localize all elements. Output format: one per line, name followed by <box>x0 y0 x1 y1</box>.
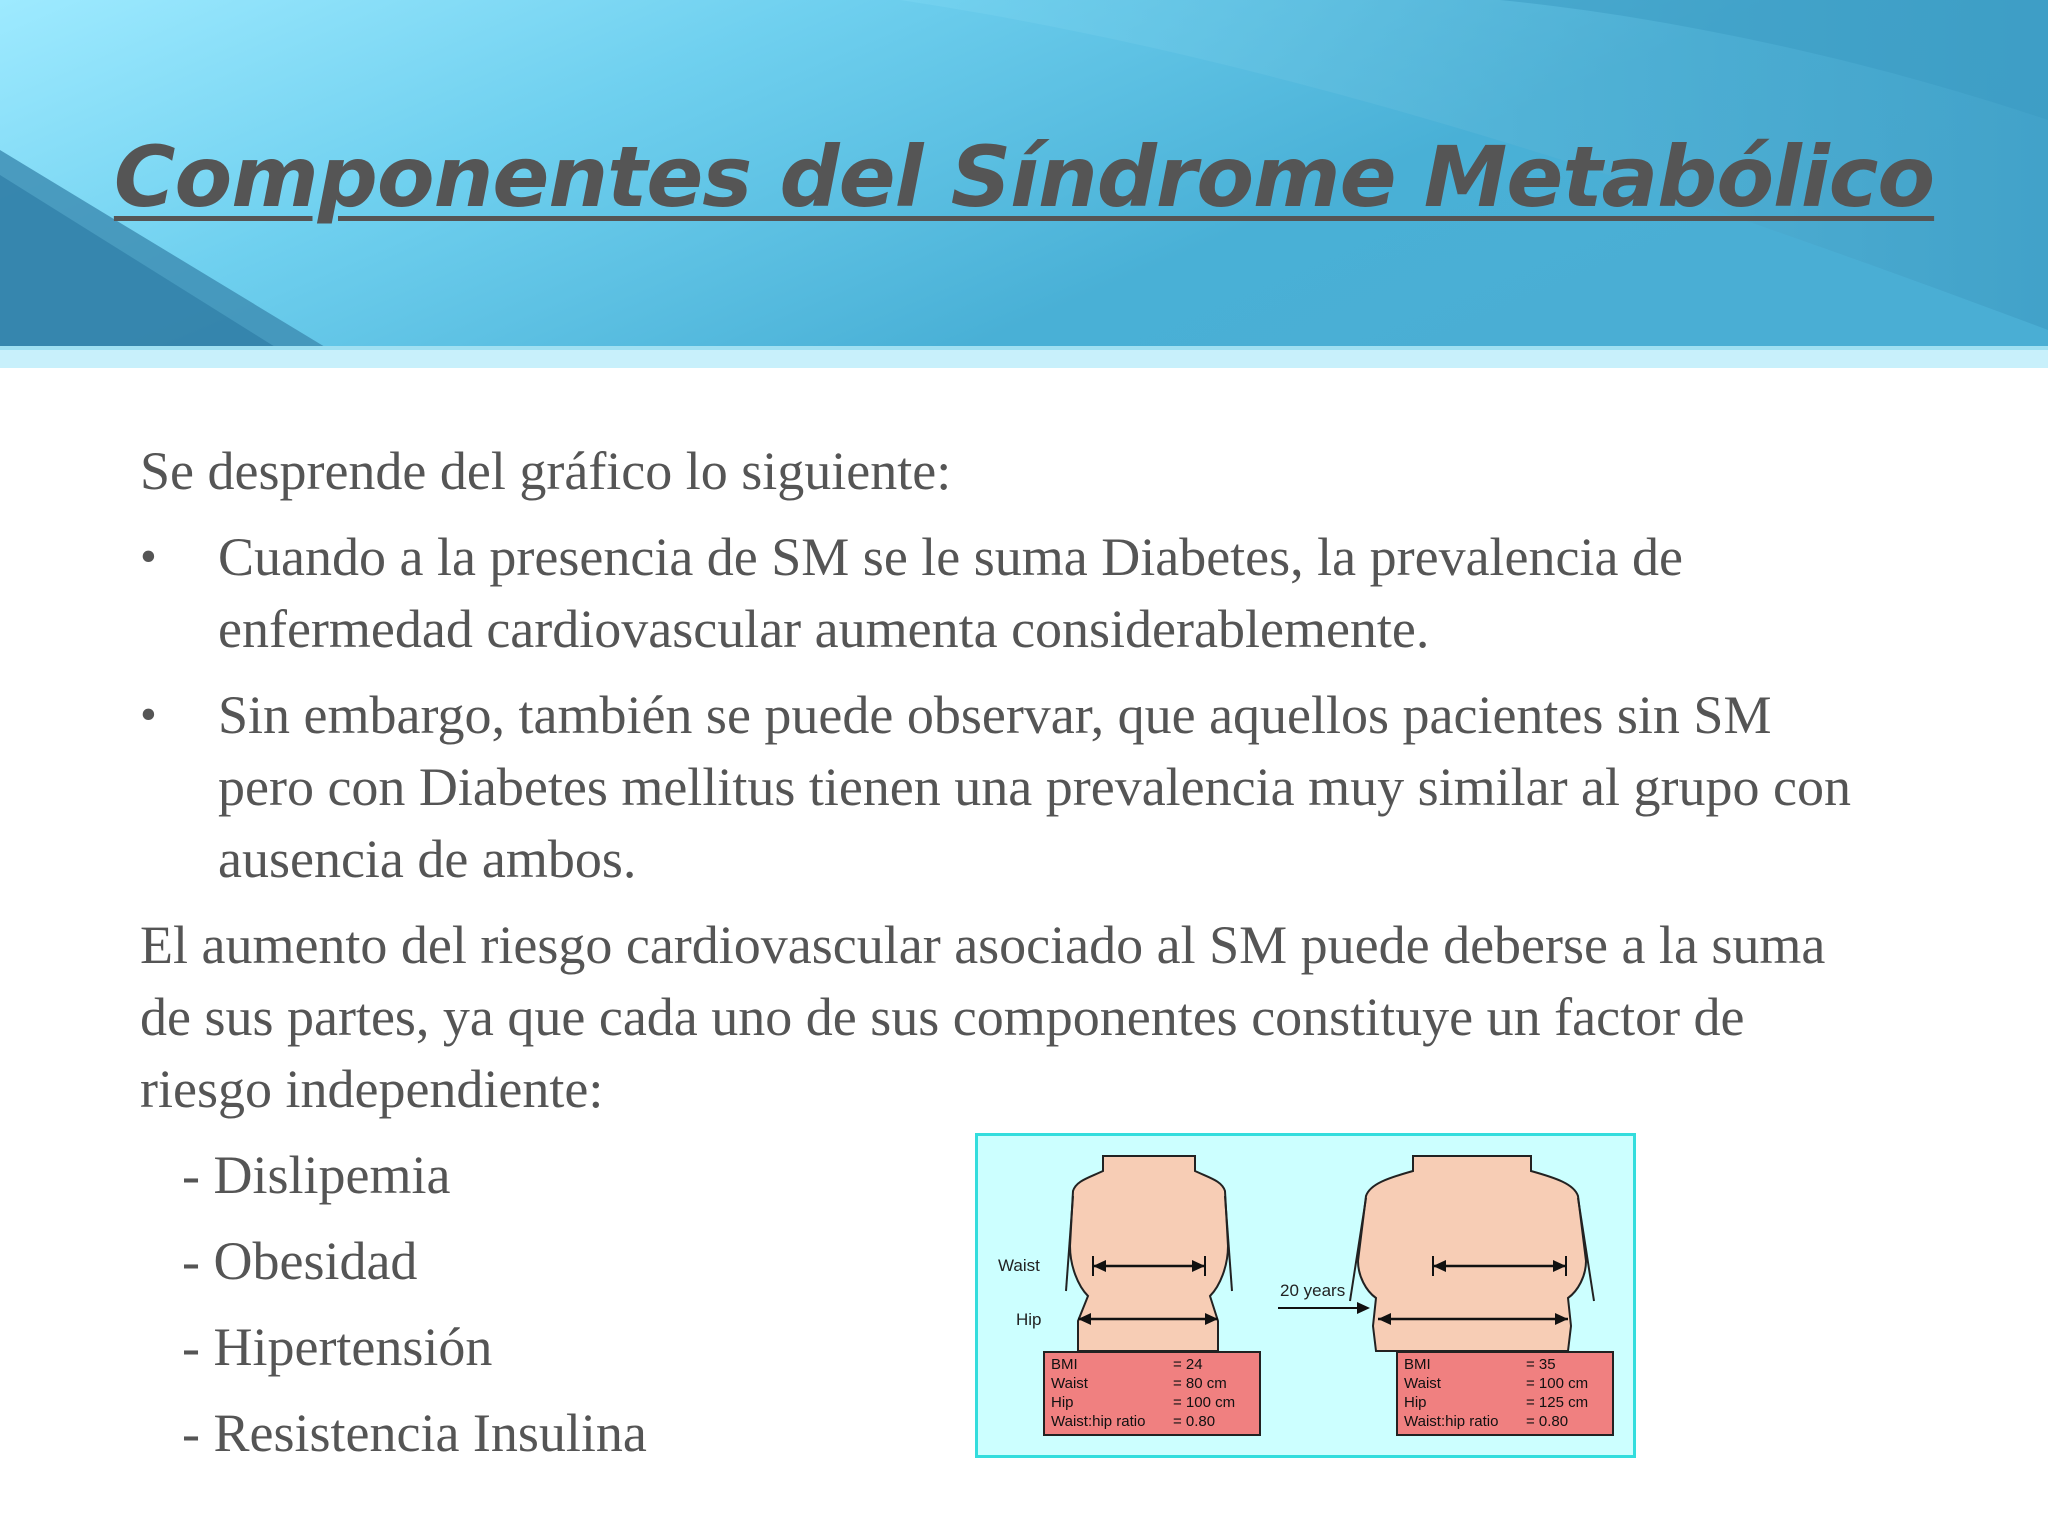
transition-label: 20 years <box>1280 1281 1346 1300</box>
waist-label: Waist <box>998 1256 1040 1275</box>
stat-row: Hip = 125 cm <box>1404 1394 1589 1411</box>
torso-before-icon <box>1070 1156 1228 1351</box>
bullet-text: Cuando a la presencia de SM se le suma Diabetes, la prevalencia de enfermedad cardiovascular aumenta considerablemente. <box>218 527 1683 659</box>
risk-factor-item: - Resistencia Insulina <box>182 1403 647 1463</box>
hip-label: Hip <box>1016 1310 1042 1329</box>
bullet-icon: • <box>140 688 157 741</box>
bullet-icon: • <box>140 530 157 583</box>
stat-row: BMI = 35 <box>1404 1356 1556 1373</box>
stats-after-box <box>1396 1351 1614 1436</box>
risk-factor-item: - Dislipemia <box>182 1145 451 1205</box>
slide-header-banner <box>0 0 2048 370</box>
bullet-item <box>140 679 1860 895</box>
risk-factor-item: - Hipertensión <box>182 1317 493 1377</box>
stat-row: Waist:hip ratio = 0.80 <box>1404 1413 1569 1430</box>
stat-row: Waist = 80 cm <box>1051 1375 1227 1392</box>
torso-after-icon <box>1358 1156 1586 1351</box>
risk-paragraph: El aumento del riesgo cardiovascular asociado al SM puede deberse a la suma de sus partes, ya que cada uno de sus componentes constituye un factor de riesgo independiente: <box>140 915 1826 1119</box>
bullet-text: Sin embargo, también se puede observar, que aquellos pacientes sin SM pero con Diabetes mellitus tienen una prevalencia muy similar al grupo con ausencia de ambos. <box>218 685 1851 889</box>
stat-row: BMI = 24 <box>1051 1356 1203 1373</box>
body-shape-figure <box>975 1133 1636 1458</box>
stat-row: Hip = 100 cm <box>1051 1394 1236 1411</box>
stat-row: Waist:hip ratio = 0.80 <box>1051 1413 1216 1430</box>
risk-factor-item: - Obesidad <box>182 1231 418 1291</box>
bullet-item <box>140 521 1860 665</box>
bullet-list <box>140 521 1860 895</box>
stats-before-box <box>1043 1351 1261 1436</box>
intro-text: Se desprende del gráfico lo siguiente: <box>140 441 952 501</box>
stat-row: Waist = 100 cm <box>1404 1375 1589 1392</box>
slide-title: Componentes del Síndrome Metabólico <box>113 128 1935 226</box>
